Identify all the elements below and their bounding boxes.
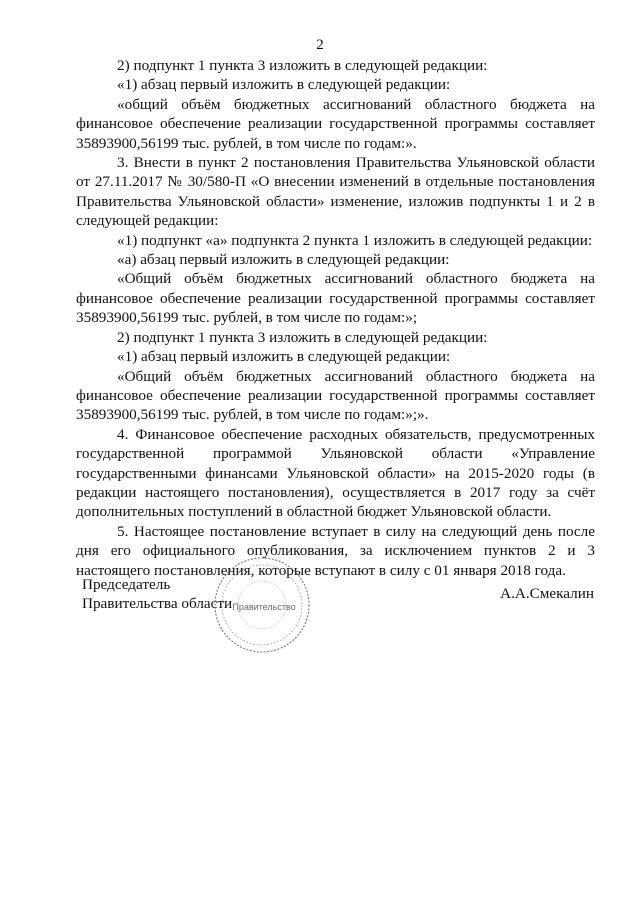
document-body xyxy=(76,56,595,580)
official-seal-icon xyxy=(212,555,312,655)
seal-text: Правительство xyxy=(232,602,296,612)
paragraph: «Общий объём бюджетных ассигнований областного бюджета на финансовое обеспечение реализации государственной программы составляет 35893900,56199 тыс. рублей, в том числе по годам:»; xyxy=(76,270,595,327)
page-number: 2 xyxy=(316,37,324,53)
paragraph: «1) абзац первый изложить в следующей редакции: xyxy=(117,76,451,94)
paragraph: «общий объём бюджетных ассигнований областного бюджета на финансовое обеспечение реализации государственной программы составляет 35893900,56199 тыс. рублей, в том числе по годам:». xyxy=(76,95,595,152)
paragraph: 2) подпункт 1 пункта 3 изложить в следующей редакции: xyxy=(117,57,488,74)
paragraph: 3. Внести в пункт 2 постановления Правительства Ульяновской области от 27.11.2017 № 30/580-П «О внесении изменений в отдельные постановления Правительства Ульяновской области» изменение, изложив подпункты 1 и 2 в следующей редакции: xyxy=(76,154,595,230)
signature-position xyxy=(82,575,232,614)
paragraph: «а) абзац первый изложить в следующей редакции: xyxy=(117,251,450,269)
paragraph: 2) подпункт 1 пункта 3 изложить в следующей редакции: xyxy=(117,328,488,346)
paragraph: 5. Настоящее постановление вступает в силу на следующий день после дня его официального опубликования, за исключением пунктов 2 и 3 настоящего постановления, которые вступают в силу с 01 января 2018 года. xyxy=(76,522,595,579)
paragraph: 4. Финансовое обеспечение расходных обязательств, предусмотренных государственной программой Ульяновской области «Управление государственными финансами Ульяновской области» на 2015-2020 годы (в редакции настоящего постановления), осуществляется в 2017 году за счёт дополнительных поступлений в областной бюджет Ульяновской области. xyxy=(76,425,595,521)
signer-name: А.А.Смекалин xyxy=(500,585,594,602)
paragraph: «1) абзац первый изложить в следующей редакции: xyxy=(117,348,451,366)
signature-position-line: Председатель xyxy=(82,576,171,593)
paragraph: «Общий объём бюджетных ассигнований областного бюджета на финансовое обеспечение реализации государственной программы составляет 35893900,56199 тыс. рублей, в том числе по годам:»;». xyxy=(76,367,595,424)
paragraph: «1) подпункт «а» подпункта 2 пункта 1 изложить в следующей редакции: xyxy=(117,231,593,249)
signature-position-line: Правительства области xyxy=(82,595,233,613)
